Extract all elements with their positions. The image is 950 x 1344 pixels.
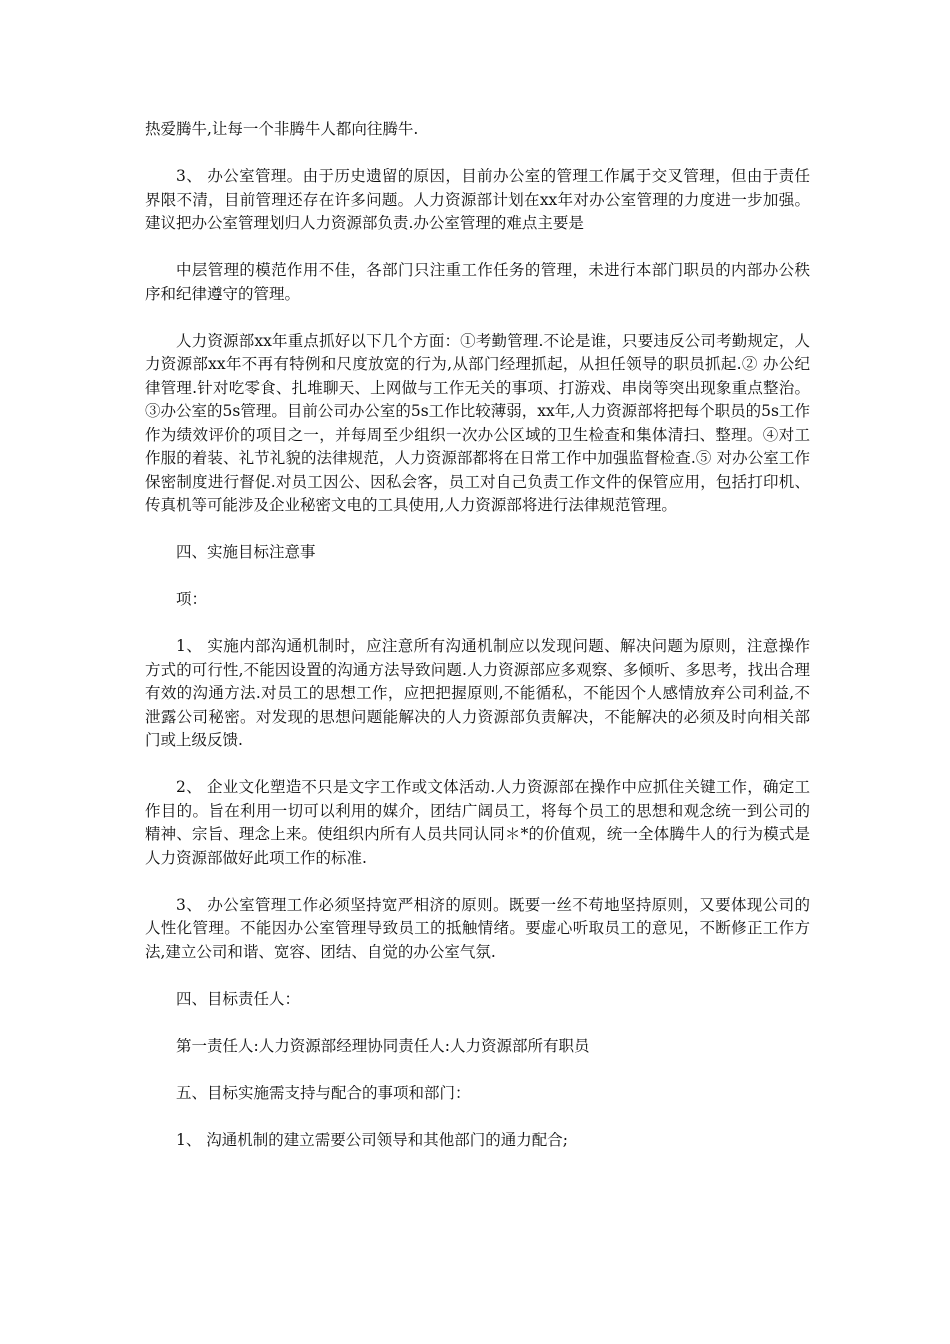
list-item: 1、 沟通机制的建立需要公司领导和其他部门的通力配合; — [176, 1130, 569, 1149]
paragraph: 第一责任人:人力资源部经理协同责任人:人力资源部所有职员 — [176, 1036, 590, 1055]
paragraph: 3、 办公室管理工作必须坚持宽严相济的原则。既要一丝不苟地坚持原则，又要体现公司的人性化管理。不能因办公室管理导致员工的抵触情绪。要虚心听取员工的意见，不断修正工作方法,建立公司和谐、宽容、团结、自觉的办公室气氛. — [145, 895, 810, 961]
section-heading: 四、实施目标注意事 — [176, 543, 316, 561]
paragraph: 2、 企业文化塑造不只是文字工作或文体活动.人力资源部在操作中应抓住关键工作，确定工作目的。旨在利用一切可以利用的媒介，团结广阔员工，将每个员工的思想和观念统一到公司的精神、宗旨、理念上来。使组织内所有人员共同认同＊*的价值观，统一全体腾牛人的行为模式是人力资源部做好此项工作的标准. — [145, 778, 810, 867]
paragraph: 3、 办公室管理。由于历史遗留的原因，目前办公室的管理工作属于交叉管理，但由于责任界限不清，目前管理还存在许多问题。人力资源部计划在xx年对办公室管理的力度进一步加强。建议把办公室管理划归人力资源部负责.办公室管理的难点主要是 — [145, 167, 810, 232]
paragraph: 1、 实施内部沟通机制时，应注意所有沟通机制应以发现问题、解决问题为原则，注意操作方式的可行性,不能因设置的沟通方法导致问题.人力资源部应多观察、多倾听、多思考，找出合理有效的沟通方法.对员工的思想工作，应把把握原则,不能循私，不能因个人感情放弃公司利益,不泄露公司秘密。对发现的思想问题能解决的人力资源部负责解决，不能解决的必须及时向相关部门或上级反馈. — [145, 637, 810, 749]
paragraph: 人力资源部xx年重点抓好以下几个方面：①考勤管理.不论是谁，只要违反公司考勤规定，人力资源部xx年不再有特例和尺度放宽的行为,从部门经理抓起，从担任领导的职员抓起.② 办公纪律管理.针对吃零食、扎堆聊天、上网做与工作无关的事项、打游戏、串岗等突出现象重点整治。③办公室的5s管理。目前公司办公室的5s工作比较薄弱，xx年,人力资源部将把每个职员的5s工作作为绩效评价的项目之一，并每周至少组织一次办公区域的卫生检查和集体清扫、整理。④对工作服的着装、礼节礼貌的法律规范，人力资源部都将在日常工作中加强监督检查.⑤ 对办公室工作保密制度进行督促.对员工因公、因私会客，员工对自己负责工作文件的保管应用，包括打印机、传真机等可能涉及企业秘密文电的工具使用,人力资源部将进行法律规范管理。 — [145, 331, 810, 514]
section-heading: 五、目标实施需支持与配合的事项和部门： — [176, 1083, 471, 1102]
section-heading: 四、目标责任人： — [176, 989, 301, 1008]
paragraph: 中层管理的模范作用不佳，各部门只注重工作任务的管理，未进行本部门职员的内部办公秩序和纪律遵守的管理。 — [145, 261, 810, 303]
document-body — [145, 118, 810, 1176]
paragraph: 热爱腾牛,让每一个非腾牛人都向往腾牛. — [145, 120, 419, 138]
section-heading-continued: 项： — [176, 590, 208, 608]
